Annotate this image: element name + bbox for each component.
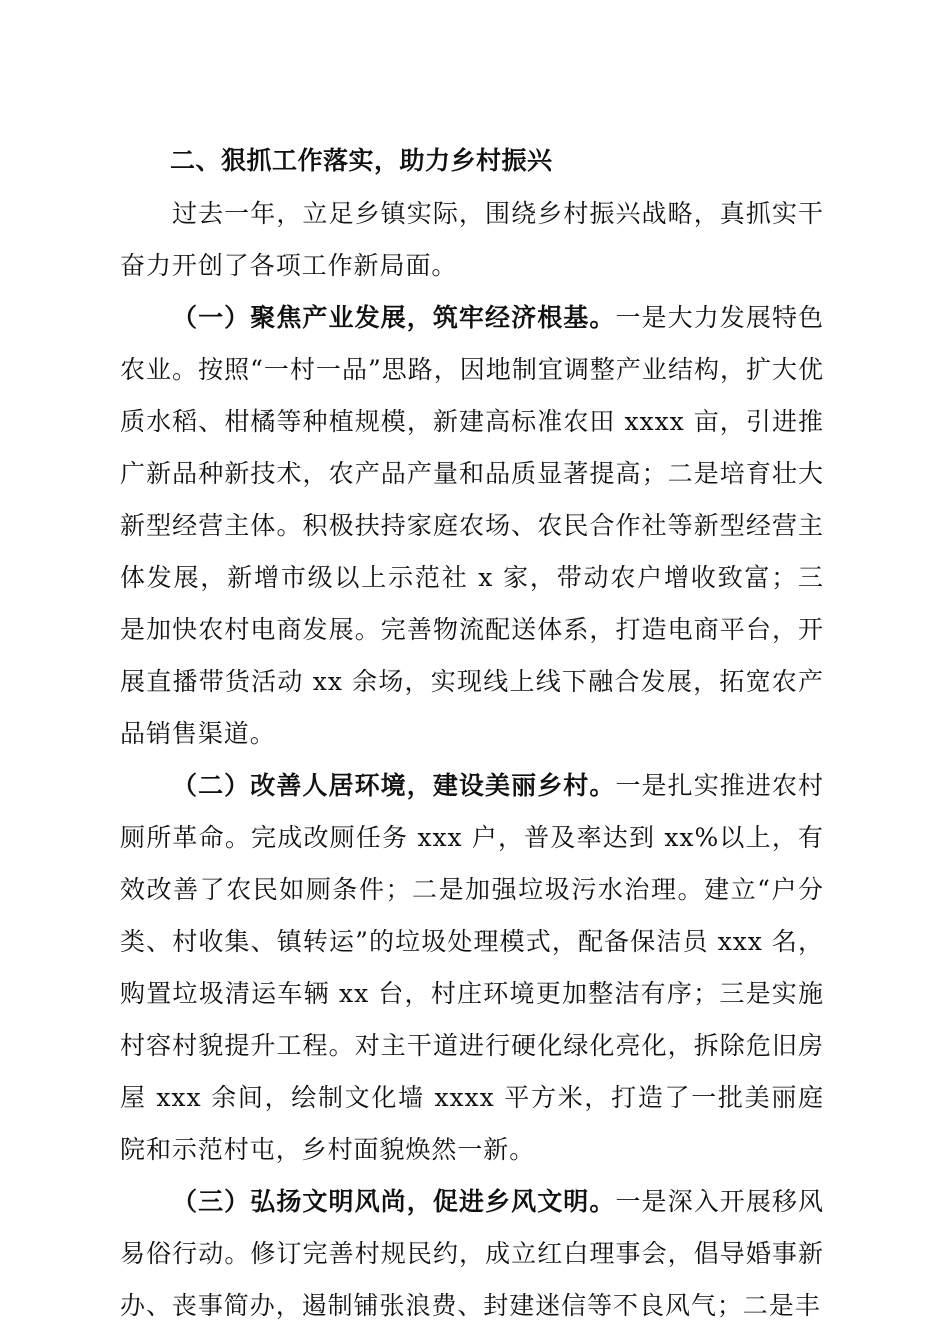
paragraph-text: 一是深入开展移风易俗行动。修订完善村规民约，成立红白理事会，倡导婚事新办、丧事简办，遏制铺张浪费、封建迷信等不良风气；二是丰 (120, 1187, 824, 1320)
paragraph-living-environment (120, 760, 824, 1176)
paragraph-lead: （一）聚焦产业发展，筑牢经济根基。 (172, 303, 616, 332)
intro-paragraph (120, 188, 824, 292)
paragraph-lead: （三）弘扬文明风尚，促进乡风文明。 (172, 1187, 616, 1216)
paragraph-text: 过去一年，立足乡镇实际，围绕乡村振兴战略，真抓实干奋力开创了各项工作新局面。 (120, 199, 824, 280)
paragraph-lead: （二）改善人居环境，建设美丽乡村。 (172, 771, 616, 800)
paragraph-text: 一是扎实推进农村厕所革命。完成改厕任务 xxx 户，普及率达到 xx%以上，有效改善了农民如厕条件；二是加强垃圾污水治理。建立“户分类、村收集、镇转运”的垃圾处理模式，配备保洁员 xxx 名，购置垃圾清运车辆 xx 台，村庄环境更加整洁有序；三是实施村容村貌提升工程。对主干道进行硬化绿化亮化，拆除危旧房屋 xxx 余间，绘制文化墙 xxxx 平方米，打造了一批美丽庭院和示范村屯，乡村面貌焕然一新。 (120, 771, 824, 1164)
document-page (120, 138, 824, 1332)
paragraph-civilization (120, 1176, 824, 1332)
paragraph-text: 一是大力发展特色农业。按照“一村一品”思路，因地制宜调整产业结构，扩大优质水稻、柑橘等种植规模，新建高标准农田 xxxx 亩，引进推广新品种新技术，农产品产量和品质显著提高；二是培育壮大新型经营主体。积极扶持家庭农场、农民合作社等新型经营主体发展，新增市级以上示范社 x 家，带动农户增收致富；三是加快农村电商发展。完善物流配送体系，打造电商平台，开展直播带货活动 xx 余场，实现线上线下融合发展，拓宽农产品销售渠道。 (120, 303, 824, 748)
paragraph-industry-development (120, 292, 824, 760)
section-heading: 二、狠抓工作落实，助力乡村振兴 (170, 146, 553, 175)
